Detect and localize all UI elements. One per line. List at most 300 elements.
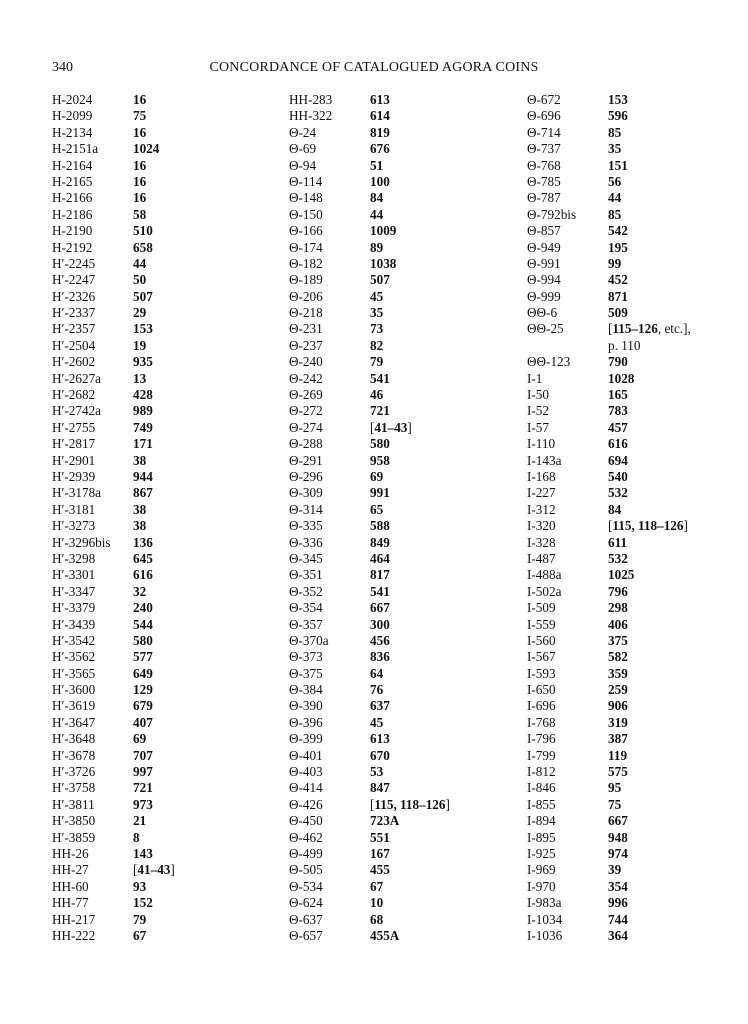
catalogue-number (133, 862, 175, 878)
catalogue-value: 32 (133, 583, 147, 599)
concordance-row (289, 108, 499, 124)
catalogue-number (608, 387, 628, 403)
inventory-number: H′-3298 (52, 550, 96, 566)
catalogue-number (608, 666, 628, 682)
concordance-row (527, 256, 737, 272)
catalogue-number (133, 797, 153, 813)
concordance-row (289, 912, 499, 928)
concordance-row (289, 371, 499, 387)
catalogue-number (370, 502, 383, 518)
catalogue-value: 85 (608, 124, 622, 140)
catalogue-value: 16 (133, 190, 147, 206)
concordance-row (527, 748, 737, 764)
bracket-open: [ (133, 862, 138, 878)
concordance-row (52, 748, 262, 764)
concordance-row (52, 518, 262, 534)
inventory-number: H′-3811 (52, 796, 95, 812)
catalogue-value: 16 (133, 157, 147, 173)
catalogue-value: 319 (608, 714, 628, 730)
catalogue-number (608, 469, 628, 485)
inventory-number: Θ-857 (527, 223, 561, 239)
catalogue-number (133, 895, 153, 911)
catalogue-number (133, 535, 153, 551)
inventory-number: H′-3726 (52, 764, 96, 780)
catalogue-value: 694 (608, 452, 628, 468)
catalogue-value: 259 (608, 682, 628, 698)
catalogue-number (133, 633, 153, 649)
inventory-number: Θ-403 (289, 764, 323, 780)
concordance-row (52, 141, 262, 157)
inventory-number: Θ-288 (289, 436, 323, 452)
catalogue-value: 82 (370, 337, 384, 353)
catalogue-number (133, 764, 153, 780)
catalogue-number (608, 567, 634, 583)
inventory-number: H′-3542 (52, 632, 96, 648)
catalogue-value: 298 (608, 600, 628, 616)
catalogue-note: , etc.], (657, 321, 691, 337)
catalogue-value: 115–126 (612, 321, 658, 337)
catalogue-number (370, 158, 383, 174)
concordance-row (527, 518, 737, 534)
page-title: CONCORDANCE OF CATALOGUED AGORA COINS (209, 60, 539, 75)
catalogue-value: 871 (608, 288, 628, 304)
inventory-number: I-487 (527, 550, 556, 566)
catalogue-value: 973 (133, 796, 153, 812)
catalogue-value: 464 (370, 550, 390, 566)
catalogue-value: 790 (608, 354, 628, 370)
concordance-row (527, 485, 737, 501)
catalogue-number (133, 240, 153, 256)
concordance-row (527, 895, 737, 911)
inventory-number: Θ-534 (289, 878, 323, 894)
catalogue-value: 240 (133, 600, 153, 616)
concordance-row (527, 584, 737, 600)
concordance-row (289, 403, 499, 419)
catalogue-number (608, 780, 621, 796)
catalogue-number (608, 551, 628, 567)
concordance-row (52, 174, 262, 190)
catalogue-number (133, 469, 153, 485)
catalogue-value: 300 (370, 616, 390, 632)
catalogue-value: 58 (133, 206, 147, 222)
inventory-number: I-812 (527, 764, 556, 780)
concordance-row (52, 108, 262, 124)
catalogue-number (370, 698, 390, 714)
catalogue-number (608, 682, 628, 698)
concordance-row (527, 567, 737, 583)
concordance-row (289, 551, 499, 567)
inventory-number: H-2166 (52, 190, 93, 206)
concordance-row (289, 715, 499, 731)
concordance-row (289, 928, 499, 944)
catalogue-value: 387 (608, 731, 628, 747)
inventory-number: I-1034 (527, 911, 563, 927)
inventory-number: H′-3600 (52, 682, 96, 698)
inventory-number: Θ-370a (289, 632, 329, 648)
concordance-row (289, 485, 499, 501)
concordance-row (52, 715, 262, 731)
concordance-row (52, 617, 262, 633)
catalogue-value: 452 (608, 272, 628, 288)
catalogue-value: 1025 (608, 567, 635, 583)
catalogue-number (608, 830, 628, 846)
concordance-row (289, 321, 499, 337)
catalogue-number (133, 354, 153, 370)
inventory-number: H′-3301 (52, 567, 96, 583)
catalogue-value: 41–43 (137, 862, 171, 878)
concordance-row (527, 174, 737, 190)
catalogue-number (608, 108, 628, 124)
catalogue-number (370, 928, 399, 944)
catalogue-number (133, 305, 146, 321)
catalogue-value: 89 (370, 239, 384, 255)
catalogue-number (133, 272, 146, 288)
catalogue-number (370, 338, 383, 354)
catalogue-value: 667 (608, 813, 628, 829)
catalogue-number (608, 420, 628, 436)
catalogue-number (608, 895, 628, 911)
concordance-row (289, 813, 499, 829)
concordance-row (289, 682, 499, 698)
inventory-number: H-2192 (52, 239, 93, 255)
inventory-number: Θ-291 (289, 452, 323, 468)
concordance-row (527, 223, 737, 239)
catalogue-value: 21 (133, 813, 147, 829)
inventory-number: H′-3379 (52, 600, 96, 616)
catalogue-value: 100 (370, 173, 390, 189)
catalogue-number (370, 797, 450, 813)
concordance-row (527, 846, 737, 862)
catalogue-number (370, 518, 390, 534)
catalogue-number (133, 698, 153, 714)
inventory-number: H′-2337 (52, 305, 96, 321)
catalogue-number (608, 125, 621, 141)
inventory-number: Θ-399 (289, 731, 323, 747)
inventory-number: H′-2627a (52, 370, 102, 386)
inventory-number: Θ-336 (289, 534, 323, 550)
concordance-row (52, 403, 262, 419)
catalogue-number (608, 174, 621, 190)
catalogue-value: 38 (133, 452, 147, 468)
catalogue-number (370, 371, 390, 387)
catalogue-value: 38 (133, 518, 147, 534)
catalogue-number (370, 879, 383, 895)
concordance-row (527, 698, 737, 714)
catalogue-number (370, 780, 390, 796)
catalogue-value: 67 (133, 927, 147, 943)
concordance-row (52, 158, 262, 174)
concordance-row (289, 600, 499, 616)
inventory-number: Θ-231 (289, 321, 323, 337)
inventory-number: H′-2602 (52, 354, 96, 370)
catalogue-value: 744 (608, 911, 628, 927)
catalogue-value: 152 (133, 895, 153, 911)
concordance-row (52, 830, 262, 846)
catalogue-number (608, 436, 628, 452)
catalogue-value: 69 (370, 468, 384, 484)
catalogue-number (133, 780, 153, 796)
inventory-number: HH-27 (52, 862, 89, 878)
concordance-row (52, 682, 262, 698)
catalogue-number (133, 928, 146, 944)
catalogue-number (370, 485, 390, 501)
catalogue-value: 906 (608, 698, 628, 714)
catalogue-number (133, 600, 153, 616)
catalogue-value: 46 (370, 387, 384, 403)
concordance-row (527, 125, 737, 141)
concordance-row (52, 272, 262, 288)
inventory-number: Θ-994 (527, 272, 561, 288)
catalogue-value: 596 (608, 108, 628, 124)
catalogue-number (608, 846, 628, 862)
inventory-number: I-57 (527, 419, 549, 435)
catalogue-number (133, 289, 153, 305)
concordance-row (527, 469, 737, 485)
catalogue-value: 38 (133, 501, 147, 517)
concordance-row (527, 190, 737, 206)
catalogue-value: 45 (370, 288, 384, 304)
concordance-row (289, 846, 499, 862)
concordance-row (527, 371, 737, 387)
catalogue-note: ] (683, 518, 688, 534)
inventory-number: H′-2755 (52, 419, 96, 435)
concordance-row (527, 403, 737, 419)
concordance-row (527, 780, 737, 796)
inventory-number: Θ-242 (289, 370, 323, 386)
inventory-number: I-768 (527, 714, 556, 730)
concordance-row (527, 108, 737, 124)
inventory-number: Θ-505 (289, 862, 323, 878)
inventory-number: H′-3850 (52, 813, 96, 829)
catalogue-number (370, 321, 383, 337)
inventory-number: Θ-785 (527, 173, 561, 189)
catalogue-value: 991 (370, 485, 390, 501)
concordance-row (52, 879, 262, 895)
catalogue-value: 616 (133, 567, 153, 583)
concordance-row (52, 928, 262, 944)
concordance-row (289, 338, 499, 354)
concordance-row (527, 862, 737, 878)
inventory-number: H′-3439 (52, 616, 96, 632)
catalogue-number (133, 912, 146, 928)
catalogue-value: 510 (133, 223, 153, 239)
inventory-number: Θ-218 (289, 305, 323, 321)
catalogue-number (370, 731, 390, 747)
inventory-number: Θ-792bis (527, 206, 577, 222)
catalogue-note: ] (170, 862, 175, 878)
catalogue-value: 84 (608, 501, 622, 517)
inventory-number: H′-3619 (52, 698, 96, 714)
inventory-number: H′-2357 (52, 321, 96, 337)
concordance-row (527, 617, 737, 633)
concordance-row (289, 158, 499, 174)
inventory-number: H′-3178a (52, 485, 102, 501)
catalogue-value: 1024 (133, 141, 160, 157)
concordance-row (52, 584, 262, 600)
concordance-row (289, 190, 499, 206)
inventory-number: Θ-314 (289, 501, 323, 517)
concordance-row (52, 731, 262, 747)
catalogue-number (133, 321, 153, 337)
inventory-number: Θ-309 (289, 485, 323, 501)
catalogue-value: 195 (608, 239, 628, 255)
catalogue-value: 580 (370, 436, 390, 452)
catalogue-value: 67 (370, 878, 384, 894)
catalogue-value: 165 (608, 387, 628, 403)
catalogue-value: 53 (370, 764, 384, 780)
inventory-number: Θ-999 (527, 288, 561, 304)
catalogue-value: 64 (370, 665, 384, 681)
inventory-number: H′-2939 (52, 468, 96, 484)
catalogue-value: 849 (370, 534, 390, 550)
catalogue-value: 44 (133, 255, 147, 271)
inventory-number: I-110 (527, 436, 556, 452)
catalogue-note: p. 110 (608, 337, 641, 353)
inventory-number: Θ-148 (289, 190, 323, 206)
catalogue-number (370, 912, 383, 928)
catalogue-value: 143 (133, 845, 153, 861)
inventory-number: H-2134 (52, 124, 93, 140)
inventory-number: Θ-274 (289, 419, 323, 435)
inventory-number: Θ-396 (289, 714, 323, 730)
inventory-number: I-925 (527, 845, 556, 861)
concordance-row (289, 387, 499, 403)
inventory-number: Θ-373 (289, 649, 323, 665)
inventory-number: H′-2504 (52, 337, 96, 353)
catalogue-note: ] (407, 419, 412, 435)
inventory-number: Θ-206 (289, 288, 323, 304)
catalogue-number (370, 551, 390, 567)
inventory-number: Θ-499 (289, 845, 323, 861)
catalogue-value: 455 (370, 862, 390, 878)
inventory-number: I-312 (527, 501, 556, 517)
catalogue-value: 364 (608, 927, 628, 943)
concordance-row (52, 567, 262, 583)
catalogue-value: 613 (370, 731, 390, 747)
inventory-number: I-567 (527, 649, 556, 665)
catalogue-number (608, 141, 621, 157)
inventory-number: I-509 (527, 600, 556, 616)
catalogue-number (608, 698, 628, 714)
catalogue-number (133, 551, 153, 567)
catalogue-value: 129 (133, 682, 153, 698)
concordance-row (527, 551, 737, 567)
catalogue-number (608, 190, 621, 206)
catalogue-number (370, 813, 399, 829)
concordance-row (289, 272, 499, 288)
catalogue-number (133, 666, 153, 682)
concordance-row (52, 895, 262, 911)
inventory-number: I-855 (527, 796, 556, 812)
catalogue-value: 84 (370, 190, 384, 206)
inventory-number: H′-2245 (52, 255, 96, 271)
catalogue-value: 151 (608, 157, 628, 173)
concordance-row (289, 698, 499, 714)
concordance-row (527, 666, 737, 682)
catalogue-value: 75 (608, 796, 622, 812)
catalogue-value: 39 (608, 862, 622, 878)
inventory-number: Θ-657 (289, 927, 323, 943)
concordance-row (289, 469, 499, 485)
inventory-number: Θ-335 (289, 518, 323, 534)
catalogue-number (370, 207, 383, 223)
catalogue-value: 989 (133, 403, 153, 419)
catalogue-number (608, 617, 628, 633)
inventory-number: Θ-401 (289, 747, 323, 763)
inventory-number: HH-77 (52, 895, 89, 911)
inventory-number: I-796 (527, 731, 556, 747)
catalogue-number (370, 633, 390, 649)
catalogue-number (370, 535, 390, 551)
inventory-number: Θ-174 (289, 239, 323, 255)
concordance-row (289, 174, 499, 190)
catalogue-value: 41–43 (374, 419, 408, 435)
catalogue-value: 613 (370, 92, 390, 107)
catalogue-number (370, 469, 383, 485)
inventory-number: I-969 (527, 862, 556, 878)
catalogue-number (370, 387, 383, 403)
catalogue-value: 783 (608, 403, 628, 419)
concordance-row (289, 305, 499, 321)
concordance-row (527, 272, 737, 288)
catalogue-note: ] (445, 796, 450, 812)
catalogue-value: 958 (370, 452, 390, 468)
concordance-row (52, 813, 262, 829)
concordance-row (527, 715, 737, 731)
concordance-row (527, 502, 737, 518)
catalogue-value: 406 (608, 616, 628, 632)
inventory-number: Θ-637 (289, 911, 323, 927)
catalogue-number (133, 436, 153, 452)
concordance-row (289, 797, 499, 813)
concordance-row (52, 485, 262, 501)
inventory-number: H-2024 (52, 92, 93, 107)
catalogue-number (608, 453, 628, 469)
catalogue-value: 996 (608, 895, 628, 911)
catalogue-value: 51 (370, 157, 384, 173)
catalogue-value: 544 (133, 616, 153, 632)
catalogue-value: 847 (370, 780, 390, 796)
catalogue-number (133, 338, 146, 354)
concordance-row (289, 633, 499, 649)
catalogue-value: 456 (370, 632, 390, 648)
catalogue-number (608, 912, 628, 928)
concordance-row (52, 453, 262, 469)
concordance-row (289, 617, 499, 633)
catalogue-number (133, 190, 146, 206)
concordance-row (527, 420, 737, 436)
catalogue-number (608, 584, 628, 600)
inventory-number: Θ-375 (289, 665, 323, 681)
inventory-number: Θ-384 (289, 682, 323, 698)
catalogue-value: 532 (608, 550, 628, 566)
catalogue-value: 679 (133, 698, 153, 714)
catalogue-value: 44 (370, 206, 384, 222)
inventory-number: I-328 (527, 534, 556, 550)
catalogue-value: 153 (133, 321, 153, 337)
concordance-row (527, 207, 737, 223)
catalogue-number (608, 813, 628, 829)
catalogue-value: 95 (608, 780, 622, 796)
inventory-number: H′-3647 (52, 714, 96, 730)
concordance-row (527, 92, 737, 108)
catalogue-value: 407 (133, 714, 153, 730)
catalogue-number (133, 830, 140, 846)
inventory-number: Θ-991 (527, 255, 561, 271)
catalogue-number (608, 305, 628, 321)
catalogue-number (133, 141, 159, 157)
catalogue-number (608, 354, 628, 370)
